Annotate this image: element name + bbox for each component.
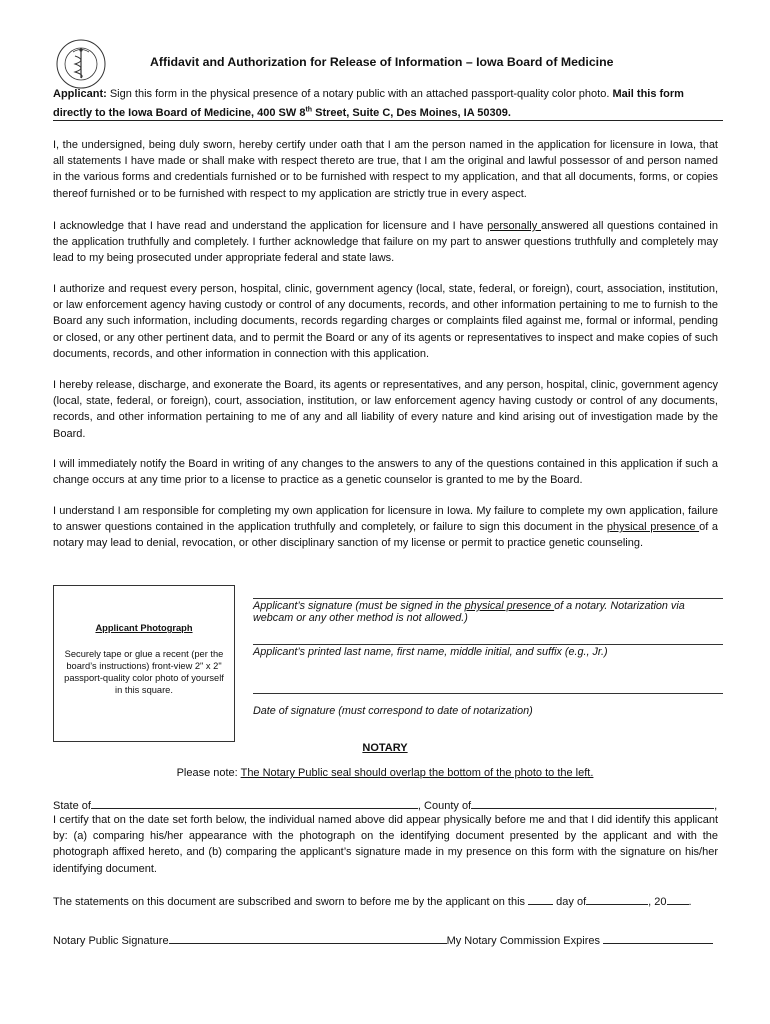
notary-heading: NOTARY <box>362 742 408 754</box>
state-label: State of <box>53 800 91 812</box>
applicant-label: Applicant: <box>53 88 107 100</box>
county-comma: , <box>714 800 718 812</box>
acknowledge-paragraph <box>53 218 718 267</box>
county-label: , County of <box>417 800 472 812</box>
responsibility-paragraph <box>53 503 718 552</box>
mail-text-1: Mail this form directly to the Iowa Board of Medicine, 400 SW 8 <box>53 88 684 120</box>
sworn-row <box>53 893 723 908</box>
applicant-signature-line[interactable] <box>253 598 723 599</box>
mail-sup: th <box>305 106 313 114</box>
state-county-row <box>53 797 723 812</box>
photo-box-title: Applicant Photograph <box>95 623 193 633</box>
year-prefix: , 20 <box>648 896 667 908</box>
sig-caption-b: of a notary. Notarization via webcam or any other method is not allowed.) <box>253 600 685 624</box>
header-divider <box>53 120 723 121</box>
applicant-signature-caption <box>253 600 723 624</box>
responsibility-text-b: of a notary may lead to denial, revocation, or other disciplinary sanction of my license or permit to practice genetic counseling. <box>53 521 718 550</box>
commission-expires-label: My Notary Commission Expires <box>446 935 600 947</box>
printed-name-line[interactable] <box>253 644 723 645</box>
applicant-text-1: Sign this form in the physical presence <box>106 88 299 100</box>
acknowledge-text-b: answered all questions contained in the application truthfully and completely. I further acknowledge that failure on my part to answer questions truthfully and completely may lead to my being prosecuted under appropriate federal and state laws. <box>53 220 718 265</box>
release-paragraph: I hereby release, discharge, and exonerate the Board, its agents or representatives, and any person, hospital, clinic, government agency (local, state, federal, or foreign), court, association, institution, or law enforcement agency having custody or control of any documents, records, and other information pertaining to me of any and all liability of every nature and kind arising out of investigation made by the Board. <box>53 379 718 440</box>
photo-box-instructions: Securely tape or glue a recent (per the board’s instructions) front-view 2" x 2" passport-quality color photo of yourself in this square. <box>64 649 224 695</box>
commission-expires-field[interactable] <box>603 932 713 944</box>
sworn-text: The statements on this document are subscribed and sworn to before me by the applicant on this <box>53 896 526 908</box>
notary-note <box>0 767 770 779</box>
applicant-photo-box[interactable] <box>53 585 235 742</box>
page-title: Affidavit and Authorization for Release of Information – Iowa Board of Medicine <box>150 55 614 69</box>
acknowledge-text-a: I acknowledge that I have read and understand the application for licensure and I have <box>53 220 488 232</box>
notary-certify-paragraph: I certify that on the date set forth below, the individual named above did appear physically before me and that I did identify this applicant by: (a) comparing his/her appearance with the photograph on the identifying document presented by the applicant and with the photograph affixed hereto, and (b) comparing the applicant’s signature made in my presence on this form with the signature on his/her identifying document. <box>53 814 718 875</box>
sworn-period: . <box>688 896 692 908</box>
acknowledge-underlined: personally <box>487 220 541 232</box>
state-field[interactable] <box>91 797 418 809</box>
notary-signature-field[interactable] <box>169 932 447 944</box>
mail-text-2: Street, Suite C, Des Moines, IA 50309. <box>312 107 511 120</box>
sig-caption-a: Applicant’s signature (must be signed in the <box>253 600 465 612</box>
day-of-label: day of <box>556 896 587 908</box>
applicant-text-2: of a notary public with an attached passport-quality color photo. <box>298 88 613 100</box>
notary-note-underlined: The Notary Public seal should overlap the bottom of the photo to the left. <box>240 767 594 779</box>
sworn-month-field[interactable] <box>586 893 648 905</box>
sworn-year-field[interactable] <box>667 893 689 905</box>
responsibility-text-a: I understand I am responsible for completing my own application for licensure in Iowa. My failure to complete my own application, failure to answer questions contained in the application truthfully and completely, or failure to sign this document in the <box>53 505 718 534</box>
sig-caption-underlined: physical presence <box>464 600 555 612</box>
notary-note-prefix: Please note: <box>176 767 241 779</box>
signature-date-line[interactable] <box>253 693 723 694</box>
county-field[interactable] <box>471 797 714 809</box>
signature-date-caption: Date of signature (must correspond to date of notarization) <box>253 705 533 717</box>
responsibility-underlined: physical presence <box>606 521 700 534</box>
iowa-board-seal-icon <box>55 38 107 90</box>
oath-paragraph: I, the undersigned, being duly sworn, hereby certify under oath that I am the person named in the application for licensure in Iowa, that all statements I have made or shall make with respect thereto are true, that I am the original and lawful possessor of and person named in the various forms and credentials furnished or to be furnished with respect to my application, and that all documents, forms, or copies thereof furnished or to be furnished with respect to my application are strictly true in every aspect. <box>53 139 718 200</box>
authorize-paragraph: I authorize and request every person, hospital, clinic, government agency (local, state, federal, or foreign), court, association, institution, or law enforcement agency having custody or control of any documents, records, and other information pertaining to me to furnish to the Board any such information, including documents, records regarding charges or complaints filed against me, formal or informal, pending or closed, or any other pertinent data, and to permit the Board or any of its agents or representatives to inspect and make copies of such documents, records, and other information in connection with this application. <box>53 283 718 360</box>
notary-signature-row <box>53 932 723 947</box>
notary-signature-label: Notary Public Signature <box>53 935 169 947</box>
sworn-day-field[interactable] <box>528 893 553 905</box>
printed-name-caption: Applicant’s printed last name, first name, middle initial, and suffix (e.g., Jr.) <box>253 646 608 658</box>
applicant-instructions <box>53 87 723 122</box>
notify-paragraph: I will immediately notify the Board in writing of any changes to the answers to any of the questions contained in this application if such a change occurs at any time prior to a license to practice as a genetic counselor is granted to me by the Board. <box>53 458 718 487</box>
